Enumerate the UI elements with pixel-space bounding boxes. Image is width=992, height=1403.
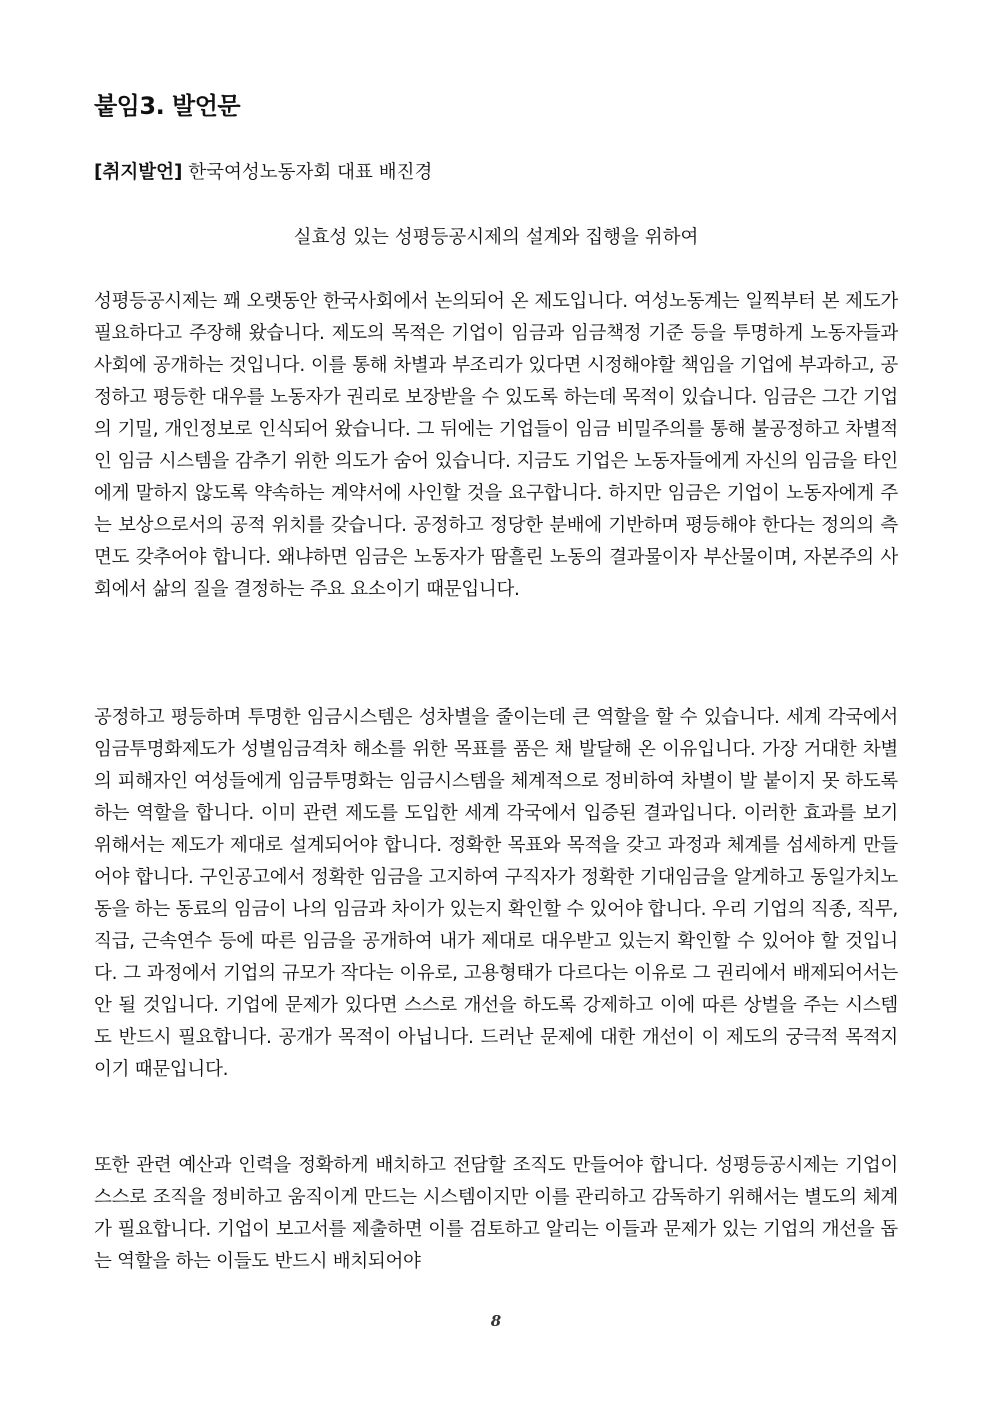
speaker-line xyxy=(94,157,432,189)
section-heading: 붙임3. 발언문 xyxy=(94,92,241,120)
speaker-tag: [취지발언] xyxy=(94,162,183,183)
speaker-name: 한국여성노동자회 대표 배진경 xyxy=(188,162,433,183)
body-paragraph-3: 또한 관련 예산과 인력을 정확하게 배치하고 전담할 조직도 만들어야 합니다. 성평등공시제는 기업이 스스로 조직을 정비하고 움직이게 만드는 시스템이지만 이를 관리하고 감독하기 위해서는 별도의 체계가 필요합니다. 기업이 보고서를 제출하면 이를 검토하고 알리는 이들과 문제가 있는 기업의 개선을 돕는 역할을 하는 이들도 반드시 배치되어야 xyxy=(94,1155,898,1272)
body-paragraph-1: 성평등공시제는 꽤 오랫동안 한국사회에서 논의되어 온 제도입니다. 여성노동계는 일찍부터 본 제도가 필요하다고 주장해 왔습니다. 제도의 목적은 기업이 임금과 임금책정 기준 등을 투명하게 노동자들과 사회에 공개하는 것입니다. 이를 통해 차별과 부조리가 있다면 시정해야할 책임을 기업에 부과하고, 공정하고 평등한 대우를 노동자가 권리로 보장받을 수 있도록 하는데 목적이 있습니다. 임금은 그간 기업의 기밀, 개인정보로 인식되어 왔습니다. 그 뒤에는 기업들이 임금 비밀주의를 통해 불공정하고 차별적인 임금 시스템을 감추기 위한 의도가 숨어 있습니다. 지금도 기업은 노동자들에게 자신의 임금을 타인에게 말하지 않도록 약속하는 계약서에 사인할 것을 요구합니다. 하지만 임금은 기업이 노동자에게 주는 보상으로서의 공적 위치를 갖습니다. 공정하고 정당한 분배에 기반하며 평등해야 한다는 정의의 측면도 갖추어야 합니다. 왜냐하면 임금은 노동자가 땀흘린 노동의 결과물이자 부산물이며, 자본주의 사회에서 삶의 질을 결정하는 주요 요소이기 때문입니다. xyxy=(94,291,898,600)
body-paragraph-2: 공정하고 평등하며 투명한 임금시스템은 성차별을 줄이는데 큰 역할을 할 수 있습니다. 세계 각국에서 임금투명화제도가 성별임금격차 해소를 위한 목표를 품은 채 발달해 온 이유입니다. 가장 거대한 차별의 피해자인 여성들에게 임금투명화는 임금시스템을 체계적으로 정비하여 차별이 발 붙이지 못 하도록 하는 역할을 합니다. 이미 관련 제도를 도입한 세계 각국에서 입증된 결과입니다. 이러한 효과를 보기 위해서는 제도가 제대로 설계되어야 합니다. 정확한 목표와 목적을 갖고 과정과 체계를 섬세하게 만들어야 합니다. 구인공고에서 정확한 임금을 고지하여 구직자가 정확한 기대임금을 알게하고 동일가치노동을 하는 동료의 임금이 나의 임금과 차이가 있는지 확인할 수 있어야 합니다. 우리 기업의 직종, 직무, 직급, 근속연수 등에 따른 임금을 공개하여 내가 제대로 대우받고 있는지 확인할 수 있어야 할 것입니다. 그 과정에서 기업의 규모가 작다는 이유로, 고용형태가 다르다는 이유로 그 권리에서 배제되어서는 안 될 것입니다. 기업에 문제가 있다면 스스로 개선을 하도록 강제하고 이에 따른 상벌을 주는 시스템도 반드시 필요합니다. 공개가 목적이 아닙니다. 드러난 문제에 대한 개선이 이 제도의 궁극적 목적지이기 때문입니다. xyxy=(94,707,898,1080)
page-number: 8 xyxy=(490,1312,502,1330)
speech-title: 실효성 있는 성평등공시제의 설계와 집행을 위하여 xyxy=(293,227,699,248)
